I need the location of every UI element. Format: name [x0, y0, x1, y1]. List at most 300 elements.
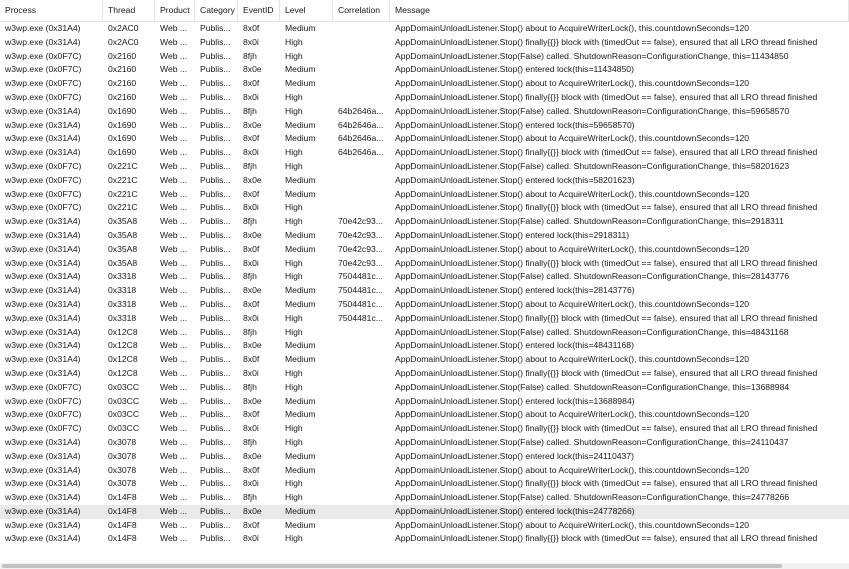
- cell-product: Web ...: [160, 464, 188, 475]
- table-row[interactable]: [0, 270, 849, 284]
- cell-category: Publis...: [200, 36, 231, 47]
- column-header-level[interactable]: Level: [280, 0, 333, 21]
- cell-level: Medium: [285, 23, 316, 33]
- cell-level: High: [285, 91, 303, 102]
- cell-thread: 0x1690: [108, 105, 137, 116]
- cell-thread: 0x2AC0: [108, 36, 139, 47]
- table-row[interactable]: [0, 105, 849, 119]
- cell-product: Web ...: [160, 202, 188, 213]
- cell-eventid: 8fjh: [243, 105, 257, 116]
- cell-message: AppDomainUnloadListener.Stop() finally{{}} block with (timedOut == false), ensured that all LRO thread finished: [395, 367, 818, 378]
- cell-category: Publis...: [200, 160, 231, 171]
- cell-product: Web ...: [160, 285, 188, 296]
- cell-product: Web ...: [160, 229, 188, 240]
- cell-correlation: 7504481c...: [338, 285, 383, 296]
- cell-correlation: [333, 353, 390, 367]
- cell-category: Publis...: [200, 464, 231, 475]
- cell-correlation: [333, 91, 390, 105]
- cell-correlation: [333, 326, 390, 340]
- cell-eventid: 8fjh: [243, 50, 257, 61]
- cell-thread: 0x12C8: [108, 367, 138, 378]
- cell-message: AppDomainUnloadListener.Stop(False) called. ShutdownReason=ConfigurationChange, this=24778266: [395, 492, 790, 503]
- cell-eventid: 8x0e: [243, 64, 262, 75]
- table-row[interactable]: [0, 201, 849, 215]
- cell-eventid: 8fjh: [243, 381, 257, 392]
- cell-thread: 0x14F8: [108, 505, 137, 516]
- cell-level: High: [285, 160, 303, 171]
- cell-product: Web ...: [160, 450, 188, 461]
- cell-category: Publis...: [200, 436, 231, 447]
- table-row[interactable]: [0, 464, 849, 478]
- cell-category: Publis...: [200, 23, 231, 33]
- cell-thread: 0x03CC: [108, 381, 140, 392]
- cell-message: AppDomainUnloadListener.Stop() about to AcquireWriterLock(), this.countdownSeconds=120: [395, 519, 750, 530]
- cell-process: w3wp.exe (0x31A4): [5, 298, 81, 309]
- column-header-category[interactable]: Category: [195, 0, 238, 21]
- cell-thread: 0x221C: [108, 202, 138, 213]
- cell-process: w3wp.exe (0x31A4): [5, 464, 81, 475]
- scrollbar-thumb[interactable]: [2, 564, 782, 568]
- cell-process: w3wp.exe (0x0F7C): [5, 50, 82, 61]
- cell-category: Publis...: [200, 381, 231, 392]
- cell-process: w3wp.exe (0x31A4): [5, 478, 81, 489]
- cell-message: AppDomainUnloadListener.Stop() entered lock(this=2918311): [395, 229, 630, 240]
- cell-message: AppDomainUnloadListener.Stop() about to AcquireWriterLock(), this.countdownSeconds=120: [395, 78, 750, 89]
- cell-thread: 0x03CC: [108, 395, 140, 406]
- cell-product: Web ...: [160, 216, 188, 227]
- cell-level: Medium: [285, 519, 316, 530]
- cell-message: AppDomainUnloadListener.Stop() finally{{}} block with (timedOut == false), ensured that all LRO thread finished: [395, 312, 818, 323]
- cell-level: Medium: [285, 78, 316, 89]
- table-row[interactable]: [0, 188, 849, 202]
- table-row[interactable]: [0, 174, 849, 188]
- cell-category: Publis...: [200, 216, 231, 227]
- cell-eventid: 8x0i: [243, 147, 259, 158]
- cell-category: Publis...: [200, 450, 231, 461]
- cell-eventid: 8x0i: [243, 423, 259, 434]
- cell-process: w3wp.exe (0x31A4): [5, 312, 81, 323]
- cell-eventid: 8fjh: [243, 160, 257, 171]
- cell-eventid: 8x0e: [243, 450, 262, 461]
- table-row[interactable]: [0, 491, 849, 505]
- cell-correlation: [333, 381, 390, 395]
- cell-level: Medium: [285, 395, 316, 406]
- table-row[interactable]: [0, 298, 849, 312]
- cell-category: Publis...: [200, 202, 231, 213]
- table-row[interactable]: [0, 132, 849, 146]
- table-row[interactable]: [0, 257, 849, 271]
- cell-category: Publis...: [200, 298, 231, 309]
- cell-process: w3wp.exe (0x31A4): [5, 36, 81, 47]
- cell-process: w3wp.exe (0x31A4): [5, 229, 81, 240]
- cell-category: Publis...: [200, 78, 231, 89]
- cell-product: Web ...: [160, 23, 188, 33]
- cell-message: AppDomainUnloadListener.Stop() finally{{}} block with (timedOut == false), ensured that all LRO thread finished: [395, 423, 818, 434]
- cell-eventid: 8x0i: [243, 36, 259, 47]
- table-row[interactable]: [0, 284, 849, 298]
- cell-correlation: [333, 532, 390, 546]
- cell-level: Medium: [285, 298, 316, 309]
- cell-message: AppDomainUnloadListener.Stop() entered lock(this=59658570): [395, 119, 635, 130]
- cell-thread: 0x35A8: [108, 243, 138, 254]
- cell-eventid: 8fjh: [243, 271, 257, 282]
- table-row[interactable]: [0, 381, 849, 395]
- cell-product: Web ...: [160, 381, 188, 392]
- cell-thread: 0x2160: [108, 50, 137, 61]
- cell-message: AppDomainUnloadListener.Stop() about to AcquireWriterLock(), this.countdownSeconds=120: [395, 464, 750, 475]
- cell-level: Medium: [285, 464, 316, 475]
- cell-process: w3wp.exe (0x0F7C): [5, 423, 82, 434]
- cell-correlation: [333, 519, 390, 533]
- cell-thread: 0x3318: [108, 271, 137, 282]
- cell-category: Publis...: [200, 409, 231, 420]
- cell-message: AppDomainUnloadListener.Stop(False) called. ShutdownReason=ConfigurationChange, this=24110437: [395, 436, 789, 447]
- cell-product: Web ...: [160, 354, 188, 365]
- cell-process: w3wp.exe (0x0F7C): [5, 78, 82, 89]
- cell-category: Publis...: [200, 326, 231, 337]
- cell-product: Web ...: [160, 78, 188, 89]
- cell-level: Medium: [285, 243, 316, 254]
- cell-level: Medium: [285, 285, 316, 296]
- cell-message: AppDomainUnloadListener.Stop() about to AcquireWriterLock(), this.countdownSeconds=120: [395, 133, 750, 144]
- cell-product: Web ...: [160, 423, 188, 434]
- cell-process: w3wp.exe (0x0F7C): [5, 409, 82, 420]
- cell-thread: 0x12C8: [108, 326, 138, 337]
- cell-message: AppDomainUnloadListener.Stop() finally{{}} block with (timedOut == false), ensured that all LRO thread finished: [395, 533, 818, 544]
- cell-level: High: [285, 478, 303, 489]
- cell-process: w3wp.exe (0x31A4): [5, 450, 81, 461]
- cell-eventid: 8x0f: [243, 354, 260, 365]
- cell-product: Web ...: [160, 340, 188, 351]
- horizontal-scrollbar[interactable]: [0, 563, 849, 569]
- cell-category: Publis...: [200, 119, 231, 130]
- cell-level: High: [285, 36, 303, 47]
- column-header-eventid[interactable]: EventID: [238, 0, 280, 21]
- table-row[interactable]: [0, 477, 849, 491]
- cell-process: w3wp.exe (0x0F7C): [5, 381, 82, 392]
- cell-product: Web ...: [160, 478, 188, 489]
- cell-process: w3wp.exe (0x0F7C): [5, 188, 82, 199]
- cell-correlation: [333, 201, 390, 215]
- cell-product: Web ...: [160, 298, 188, 309]
- cell-product: Web ...: [160, 91, 188, 102]
- table-row[interactable]: [0, 215, 849, 229]
- cell-category: Publis...: [200, 64, 231, 75]
- cell-level: High: [285, 326, 303, 337]
- cell-category: Publis...: [200, 174, 231, 185]
- cell-message: AppDomainUnloadListener.Stop() entered lock(this=13688984): [395, 395, 635, 406]
- table-row[interactable]: [0, 36, 849, 50]
- cell-category: Publis...: [200, 505, 231, 516]
- cell-level: High: [285, 381, 303, 392]
- table-row[interactable]: [0, 119, 849, 133]
- cell-thread: 0x3318: [108, 298, 137, 309]
- cell-category: Publis...: [200, 367, 231, 378]
- cell-product: Web ...: [160, 395, 188, 406]
- cell-thread: 0x3318: [108, 312, 137, 323]
- cell-correlation: [333, 422, 390, 436]
- cell-thread: 0x14F8: [108, 519, 137, 530]
- cell-thread: 0x03CC: [108, 409, 140, 420]
- cell-process: w3wp.exe (0x0F7C): [5, 202, 82, 213]
- cell-category: Publis...: [200, 533, 231, 544]
- cell-correlation: [333, 450, 390, 464]
- cell-product: Web ...: [160, 119, 188, 130]
- cell-eventid: 8x0f: [243, 298, 260, 309]
- cell-message: AppDomainUnloadListener.Stop() entered lock(this=24110437): [395, 450, 634, 461]
- cell-message: AppDomainUnloadListener.Stop() finally{{}} block with (timedOut == false), ensured that all LRO thread finished: [395, 147, 818, 158]
- cell-thread: 0x3078: [108, 464, 137, 475]
- cell-thread: 0x35A8: [108, 229, 138, 240]
- cell-process: w3wp.exe (0x31A4): [5, 257, 81, 268]
- column-header-message[interactable]: Message: [390, 0, 849, 21]
- cell-process: w3wp.exe (0x0F7C): [5, 174, 82, 185]
- cell-correlation: [333, 436, 390, 450]
- cell-thread: 0x1690: [108, 147, 137, 158]
- cell-process: w3wp.exe (0x31A4): [5, 216, 81, 227]
- cell-product: Web ...: [160, 436, 188, 447]
- cell-product: Web ...: [160, 160, 188, 171]
- cell-message: AppDomainUnloadListener.Stop() about to AcquireWriterLock(), this.countdownSeconds=120: [395, 409, 750, 420]
- column-header-process[interactable]: Process: [0, 0, 103, 21]
- cell-message: AppDomainUnloadListener.Stop() about to AcquireWriterLock(), this.countdownSeconds=120: [395, 354, 750, 365]
- cell-product: Web ...: [160, 147, 188, 158]
- table-row[interactable]: [0, 312, 849, 326]
- table-row[interactable]: [0, 353, 849, 367]
- table-row[interactable]: [0, 436, 849, 450]
- cell-correlation: [333, 395, 390, 409]
- cell-category: Publis...: [200, 188, 231, 199]
- cell-thread: 0x3318: [108, 285, 137, 296]
- cell-process: w3wp.exe (0x31A4): [5, 119, 81, 130]
- cell-thread: 0x221C: [108, 174, 138, 185]
- cell-process: w3wp.exe (0x0F7C): [5, 91, 82, 102]
- cell-level: High: [285, 216, 303, 227]
- cell-message: AppDomainUnloadListener.Stop() about to AcquireWriterLock(), this.countdownSeconds=120: [395, 188, 750, 199]
- cell-eventid: 8x0f: [243, 243, 260, 254]
- table-row[interactable]: [0, 505, 849, 519]
- cell-product: Web ...: [160, 64, 188, 75]
- cell-product: Web ...: [160, 519, 188, 530]
- cell-process: w3wp.exe (0x31A4): [5, 340, 81, 351]
- cell-correlation: [333, 50, 390, 64]
- cell-thread: 0x14F8: [108, 533, 137, 544]
- cell-eventid: 8x0i: [243, 367, 259, 378]
- table-row[interactable]: [0, 450, 849, 464]
- cell-message: AppDomainUnloadListener.Stop() about to AcquireWriterLock(), this.countdownSeconds=120: [395, 243, 750, 254]
- cell-eventid: 8x0f: [243, 409, 260, 420]
- cell-thread: 0x14F8: [108, 492, 137, 503]
- cell-process: w3wp.exe (0x31A4): [5, 147, 81, 158]
- cell-product: Web ...: [160, 492, 188, 503]
- cell-category: Publis...: [200, 271, 231, 282]
- cell-category: Publis...: [200, 50, 231, 61]
- cell-eventid: 8x0i: [243, 91, 259, 102]
- cell-level: High: [285, 271, 303, 282]
- cell-correlation: [333, 505, 390, 519]
- cell-eventid: 8x0f: [243, 519, 260, 530]
- cell-correlation: [333, 160, 390, 174]
- table-row[interactable]: [0, 532, 849, 546]
- cell-thread: 0x35A8: [108, 257, 138, 268]
- cell-eventid: 8x0f: [243, 464, 260, 475]
- cell-eventid: 8fjh: [243, 326, 257, 337]
- cell-process: w3wp.exe (0x31A4): [5, 492, 81, 503]
- cell-correlation: [333, 491, 390, 505]
- cell-category: Publis...: [200, 91, 231, 102]
- log-rows: [0, 22, 849, 546]
- cell-process: w3wp.exe (0x0F7C): [5, 160, 82, 171]
- cell-process: w3wp.exe (0x31A4): [5, 505, 81, 516]
- table-row[interactable]: [0, 339, 849, 353]
- cell-correlation: 64b2646a...: [338, 147, 384, 158]
- cell-level: High: [285, 50, 303, 61]
- cell-correlation: [333, 188, 390, 202]
- cell-level: Medium: [285, 354, 316, 365]
- table-row[interactable]: [0, 367, 849, 381]
- cell-message: AppDomainUnloadListener.Stop() finally{{}} block with (timedOut == false), ensured that all LRO thread finished: [395, 91, 818, 102]
- cell-level: High: [285, 492, 303, 503]
- table-row[interactable]: [0, 146, 849, 160]
- cell-correlation: [333, 77, 390, 91]
- cell-eventid: 8x0f: [243, 133, 260, 144]
- table-row[interactable]: [0, 326, 849, 340]
- cell-process: w3wp.exe (0x31A4): [5, 105, 81, 116]
- cell-eventid: 8x0e: [243, 505, 262, 516]
- cell-category: Publis...: [200, 492, 231, 503]
- cell-product: Web ...: [160, 133, 188, 144]
- column-header-thread[interactable]: Thread: [103, 0, 155, 21]
- cell-eventid: 8x0f: [243, 23, 260, 33]
- cell-product: Web ...: [160, 271, 188, 282]
- cell-category: Publis...: [200, 519, 231, 530]
- cell-product: Web ...: [160, 188, 188, 199]
- cell-product: Web ...: [160, 105, 188, 116]
- cell-category: Publis...: [200, 147, 231, 158]
- cell-message: AppDomainUnloadListener.Stop(False) called. ShutdownReason=ConfigurationChange, this=13688984: [395, 381, 790, 392]
- cell-thread: 0x2160: [108, 64, 137, 75]
- cell-eventid: 8x0e: [243, 119, 262, 130]
- cell-message: AppDomainUnloadListener.Stop() about to AcquireWriterLock(), this.countdownSeconds=120: [395, 298, 750, 309]
- table-row[interactable]: [0, 91, 849, 105]
- cell-thread: 0x2160: [108, 91, 137, 102]
- table-row[interactable]: [0, 519, 849, 533]
- cell-correlation: 70e42c93...: [338, 257, 383, 268]
- cell-level: Medium: [285, 64, 316, 75]
- cell-correlation: 70e42c93...: [338, 229, 383, 240]
- table-row[interactable]: [0, 77, 849, 91]
- cell-process: w3wp.exe (0x31A4): [5, 243, 81, 254]
- cell-eventid: 8x0f: [243, 78, 260, 89]
- cell-level: Medium: [285, 174, 316, 185]
- table-row[interactable]: [0, 422, 849, 436]
- cell-product: Web ...: [160, 174, 188, 185]
- cell-correlation: [333, 339, 390, 353]
- cell-level: Medium: [285, 119, 316, 130]
- cell-thread: 0x12C8: [108, 340, 138, 351]
- cell-category: Publis...: [200, 285, 231, 296]
- cell-level: Medium: [285, 409, 316, 420]
- cell-product: Web ...: [160, 326, 188, 337]
- cell-category: Publis...: [200, 105, 231, 116]
- cell-level: High: [285, 105, 303, 116]
- cell-correlation: 64b2646a...: [338, 105, 384, 116]
- cell-thread: 0x1690: [108, 133, 137, 144]
- table-row[interactable]: [0, 408, 849, 422]
- cell-message: AppDomainUnloadListener.Stop(False) called. ShutdownReason=ConfigurationChange, this=28143776: [395, 271, 790, 282]
- column-header-product[interactable]: Product: [155, 0, 195, 21]
- cell-category: Publis...: [200, 478, 231, 489]
- table-row[interactable]: [0, 22, 849, 36]
- table-row[interactable]: [0, 50, 849, 64]
- cell-level: High: [285, 202, 303, 213]
- cell-message: AppDomainUnloadListener.Stop() entered lock(this=58201623): [395, 174, 635, 185]
- cell-level: High: [285, 312, 303, 323]
- column-header-correlation[interactable]: Correlation: [333, 0, 390, 21]
- cell-message: AppDomainUnloadListener.Stop() entered lock(this=24778266): [395, 505, 635, 516]
- cell-level: High: [285, 423, 303, 434]
- cell-thread: 0x1690: [108, 119, 137, 130]
- cell-eventid: 8x0f: [243, 188, 260, 199]
- cell-product: Web ...: [160, 257, 188, 268]
- cell-message: AppDomainUnloadListener.Stop(False) called. ShutdownReason=ConfigurationChange, this=2918311: [395, 216, 784, 227]
- cell-level: Medium: [285, 450, 316, 461]
- cell-correlation: [333, 36, 390, 50]
- cell-category: Publis...: [200, 423, 231, 434]
- cell-correlation: 7504481c...: [338, 312, 383, 323]
- cell-category: Publis...: [200, 395, 231, 406]
- table-row[interactable]: [0, 63, 849, 77]
- cell-thread: 0x2AC0: [108, 23, 139, 33]
- cell-category: Publis...: [200, 257, 231, 268]
- cell-process: w3wp.exe (0x0F7C): [5, 64, 82, 75]
- cell-category: Publis...: [200, 354, 231, 365]
- table-row[interactable]: [0, 160, 849, 174]
- cell-thread: 0x03CC: [108, 423, 140, 434]
- cell-eventid: 8x0i: [243, 478, 259, 489]
- cell-process: w3wp.exe (0x31A4): [5, 519, 81, 530]
- cell-eventid: 8x0e: [243, 395, 262, 406]
- cell-correlation: [333, 367, 390, 381]
- cell-eventid: 8x0i: [243, 312, 259, 323]
- cell-eventid: 8x0e: [243, 340, 262, 351]
- cell-level: High: [285, 367, 303, 378]
- cell-thread: 0x3078: [108, 450, 137, 461]
- cell-process: w3wp.exe (0x31A4): [5, 23, 81, 33]
- cell-message: AppDomainUnloadListener.Stop() finally{{}} block with (timedOut == false), ensured that all LRO thread finished: [395, 36, 818, 47]
- table-row[interactable]: [0, 229, 849, 243]
- cell-eventid: 8x0i: [243, 202, 259, 213]
- cell-correlation: 70e42c93...: [338, 216, 383, 227]
- cell-process: w3wp.exe (0x31A4): [5, 367, 81, 378]
- cell-eventid: 8fjh: [243, 492, 257, 503]
- cell-correlation: [333, 464, 390, 478]
- cell-correlation: 64b2646a...: [338, 133, 384, 144]
- cell-product: Web ...: [160, 409, 188, 420]
- cell-level: Medium: [285, 133, 316, 144]
- cell-eventid: 8x0e: [243, 285, 262, 296]
- cell-level: Medium: [285, 340, 316, 351]
- cell-message: AppDomainUnloadListener.Stop() entered lock(this=28143776): [395, 285, 635, 296]
- cell-level: High: [285, 436, 303, 447]
- cell-thread: 0x221C: [108, 188, 138, 199]
- table-row[interactable]: [0, 243, 849, 257]
- cell-category: Publis...: [200, 243, 231, 254]
- cell-process: w3wp.exe (0x31A4): [5, 326, 81, 337]
- table-row[interactable]: [0, 395, 849, 409]
- cell-correlation: [333, 477, 390, 491]
- cell-message: AppDomainUnloadListener.Stop() about to AcquireWriterLock(), this.countdownSeconds=120: [395, 23, 750, 33]
